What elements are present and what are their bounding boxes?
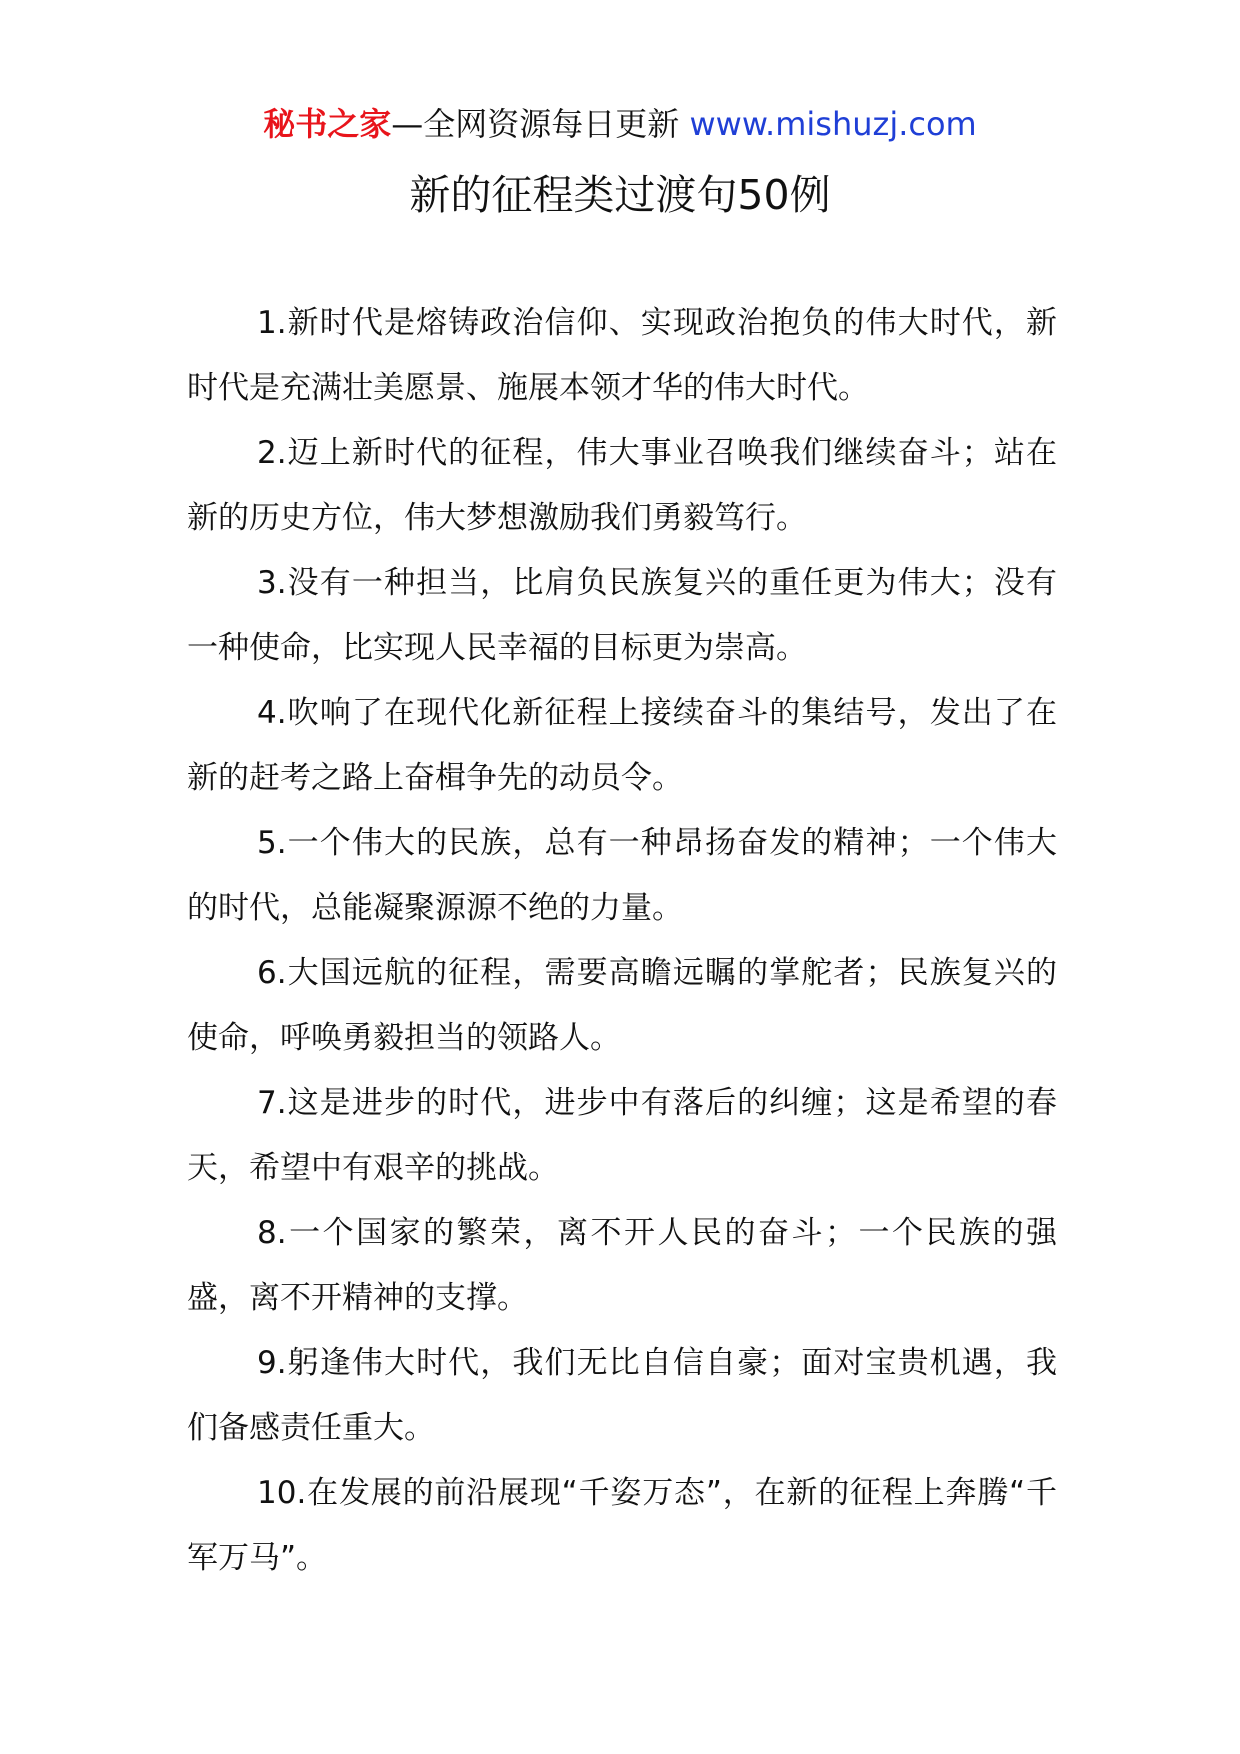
paragraph-4: 4.吹响了在现代化新征程上接续奋斗的集结号，发出了在新的赶考之路上奋楫争先的动员令。	[187, 695, 1057, 796]
site-url-link[interactable]: www.mishuzj.com	[689, 105, 977, 143]
paragraph-7: 7.这是进步的时代，进步中有落后的纠缠；这是希望的春天，希望中有艰辛的挑战。	[187, 1085, 1057, 1186]
site-tagline: —全网资源每日更新	[391, 105, 690, 143]
paragraph-9: 9.躬逢伟大时代，我们无比自信自豪；面对宝贵机遇，我们备感责任重大。	[187, 1345, 1057, 1446]
paragraph-10: 10.在发展的前沿展现“千姿万态”，在新的征程上奔腾“千军万马”。	[187, 1475, 1057, 1576]
site-brand: 秘书之家	[263, 105, 392, 143]
paragraph-8: 8.一个国家的繁荣，离不开人民的奋斗；一个民族的强盛，离不开精神的支撑。	[187, 1215, 1057, 1316]
paragraph-2: 2.迈上新时代的征程，伟大事业召唤我们继续奋斗；站在新的历史方位，伟大梦想激励我们勇毅笃行。	[187, 435, 1057, 536]
document-body	[187, 291, 1057, 1591]
paragraph-6: 6.大国远航的征程，需要高瞻远瞩的掌舵者；民族复兴的使命，呼唤勇毅担当的领路人。	[187, 955, 1057, 1056]
site-header	[0, 100, 1240, 148]
document-title: 新的征程类过渡句50例	[409, 171, 831, 219]
paragraph-3: 3.没有一种担当，比肩负民族复兴的重任更为伟大；没有一种使命，比实现人民幸福的目标更为崇高。	[187, 565, 1057, 666]
paragraph-1: 1.新时代是熔铸政治信仰、实现政治抱负的伟大时代，新时代是充满壮美愿景、施展本领才华的伟大时代。	[187, 305, 1057, 406]
paragraph-5: 5.一个伟大的民族，总有一种昂扬奋发的精神；一个伟大的时代，总能凝聚源源不绝的力量。	[187, 825, 1057, 926]
